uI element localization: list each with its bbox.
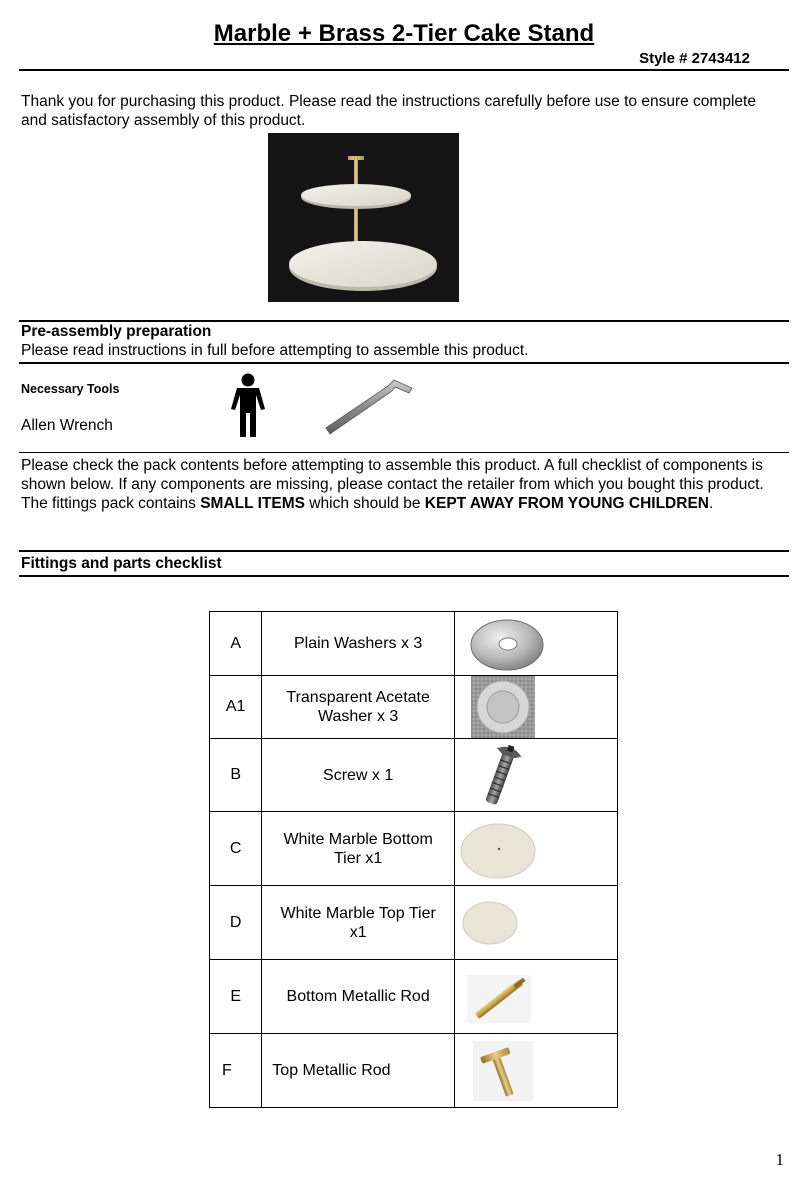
- part-image-cell: [454, 886, 617, 960]
- table-row: [210, 960, 618, 1034]
- tools-label: Necessary Tools: [21, 382, 120, 396]
- table-row: [210, 739, 618, 812]
- part-id: D: [210, 886, 262, 960]
- part-image-cell: [454, 812, 617, 886]
- marble-bottom-tier-icon: [455, 813, 617, 885]
- preassembly-heading: Pre-assembly preparation: [21, 323, 212, 340]
- part-label: White Marble Top Tier x1: [262, 886, 455, 960]
- table-row: [210, 676, 618, 739]
- part-id: B: [210, 739, 262, 812]
- part-id: E: [210, 960, 262, 1034]
- person-icon: [228, 373, 268, 437]
- part-id: C: [210, 812, 262, 886]
- bottom-rod-icon: [455, 961, 617, 1033]
- part-id: A: [210, 612, 262, 676]
- tool-name: Allen Wrench: [21, 417, 113, 434]
- intro-text: Thank you for purchasing this product. Please read the instructions carefully before use to ensure complete and satisfactory assembly of this product.: [21, 93, 756, 129]
- style-number: Style # 2743412: [639, 50, 750, 67]
- table-row: [210, 612, 618, 676]
- part-image-cell: [454, 1034, 617, 1108]
- part-image-cell: [454, 739, 617, 812]
- fittings-prefix: The fittings pack contains: [21, 495, 201, 512]
- part-label: Screw x 1: [262, 739, 455, 812]
- page-number: 1: [775, 1150, 784, 1169]
- part-image-cell: [454, 960, 617, 1034]
- header-divider: [19, 69, 789, 71]
- acetate-washer-icon: [455, 676, 617, 738]
- part-image-cell: [454, 612, 617, 676]
- part-label: White Marble Bottom Tier x1: [262, 812, 455, 886]
- allen-wrench-icon: [322, 374, 416, 436]
- part-label: Transparent Acetate Washer x 3: [262, 676, 455, 739]
- top-rod-icon: [455, 1035, 617, 1107]
- preassembly-divider: [19, 320, 789, 322]
- checklist-divider-bottom: [19, 575, 789, 577]
- part-id: F: [210, 1034, 262, 1108]
- part-label: Plain Washers x 3: [262, 612, 455, 676]
- check-contents-body: Please check the pack contents before attempting to assemble this product. A full checklist of components is shown below. If any components are missing, please contact the retailer from which you bought this product.: [21, 457, 764, 493]
- screw-icon: [455, 739, 617, 811]
- preassembly-text: Please read instructions in full before attempting to assemble this product.: [21, 342, 529, 359]
- table-row: [210, 886, 618, 960]
- check-contents-text: [21, 456, 786, 513]
- cake-stand-image: [268, 133, 459, 302]
- table-row: [210, 1034, 618, 1108]
- small-items-text: SMALL ITEMS: [200, 495, 305, 512]
- part-label: Bottom Metallic Rod: [262, 960, 455, 1034]
- part-image-cell: [454, 676, 617, 739]
- fittings-suffix: .: [708, 495, 714, 512]
- contents-divider: [19, 452, 789, 453]
- plain-washer-icon: [455, 613, 617, 675]
- fittings-middle: which should be: [305, 495, 425, 512]
- part-id: A1: [210, 676, 262, 739]
- parts-checklist-table: [209, 611, 618, 1108]
- page-title: Marble + Brass 2-Tier Cake Stand: [213, 20, 595, 47]
- child-warning-text: KEPT AWAY FROM YOUNG CHILDREN: [424, 495, 709, 512]
- product-photo: [268, 133, 459, 302]
- checklist-heading: Fittings and parts checklist: [21, 555, 222, 572]
- table-row: [210, 812, 618, 886]
- part-label: Top Metallic Rod: [262, 1034, 455, 1108]
- tools-divider: [19, 362, 789, 364]
- checklist-divider-top: [19, 550, 789, 552]
- marble-top-tier-icon: [455, 887, 617, 959]
